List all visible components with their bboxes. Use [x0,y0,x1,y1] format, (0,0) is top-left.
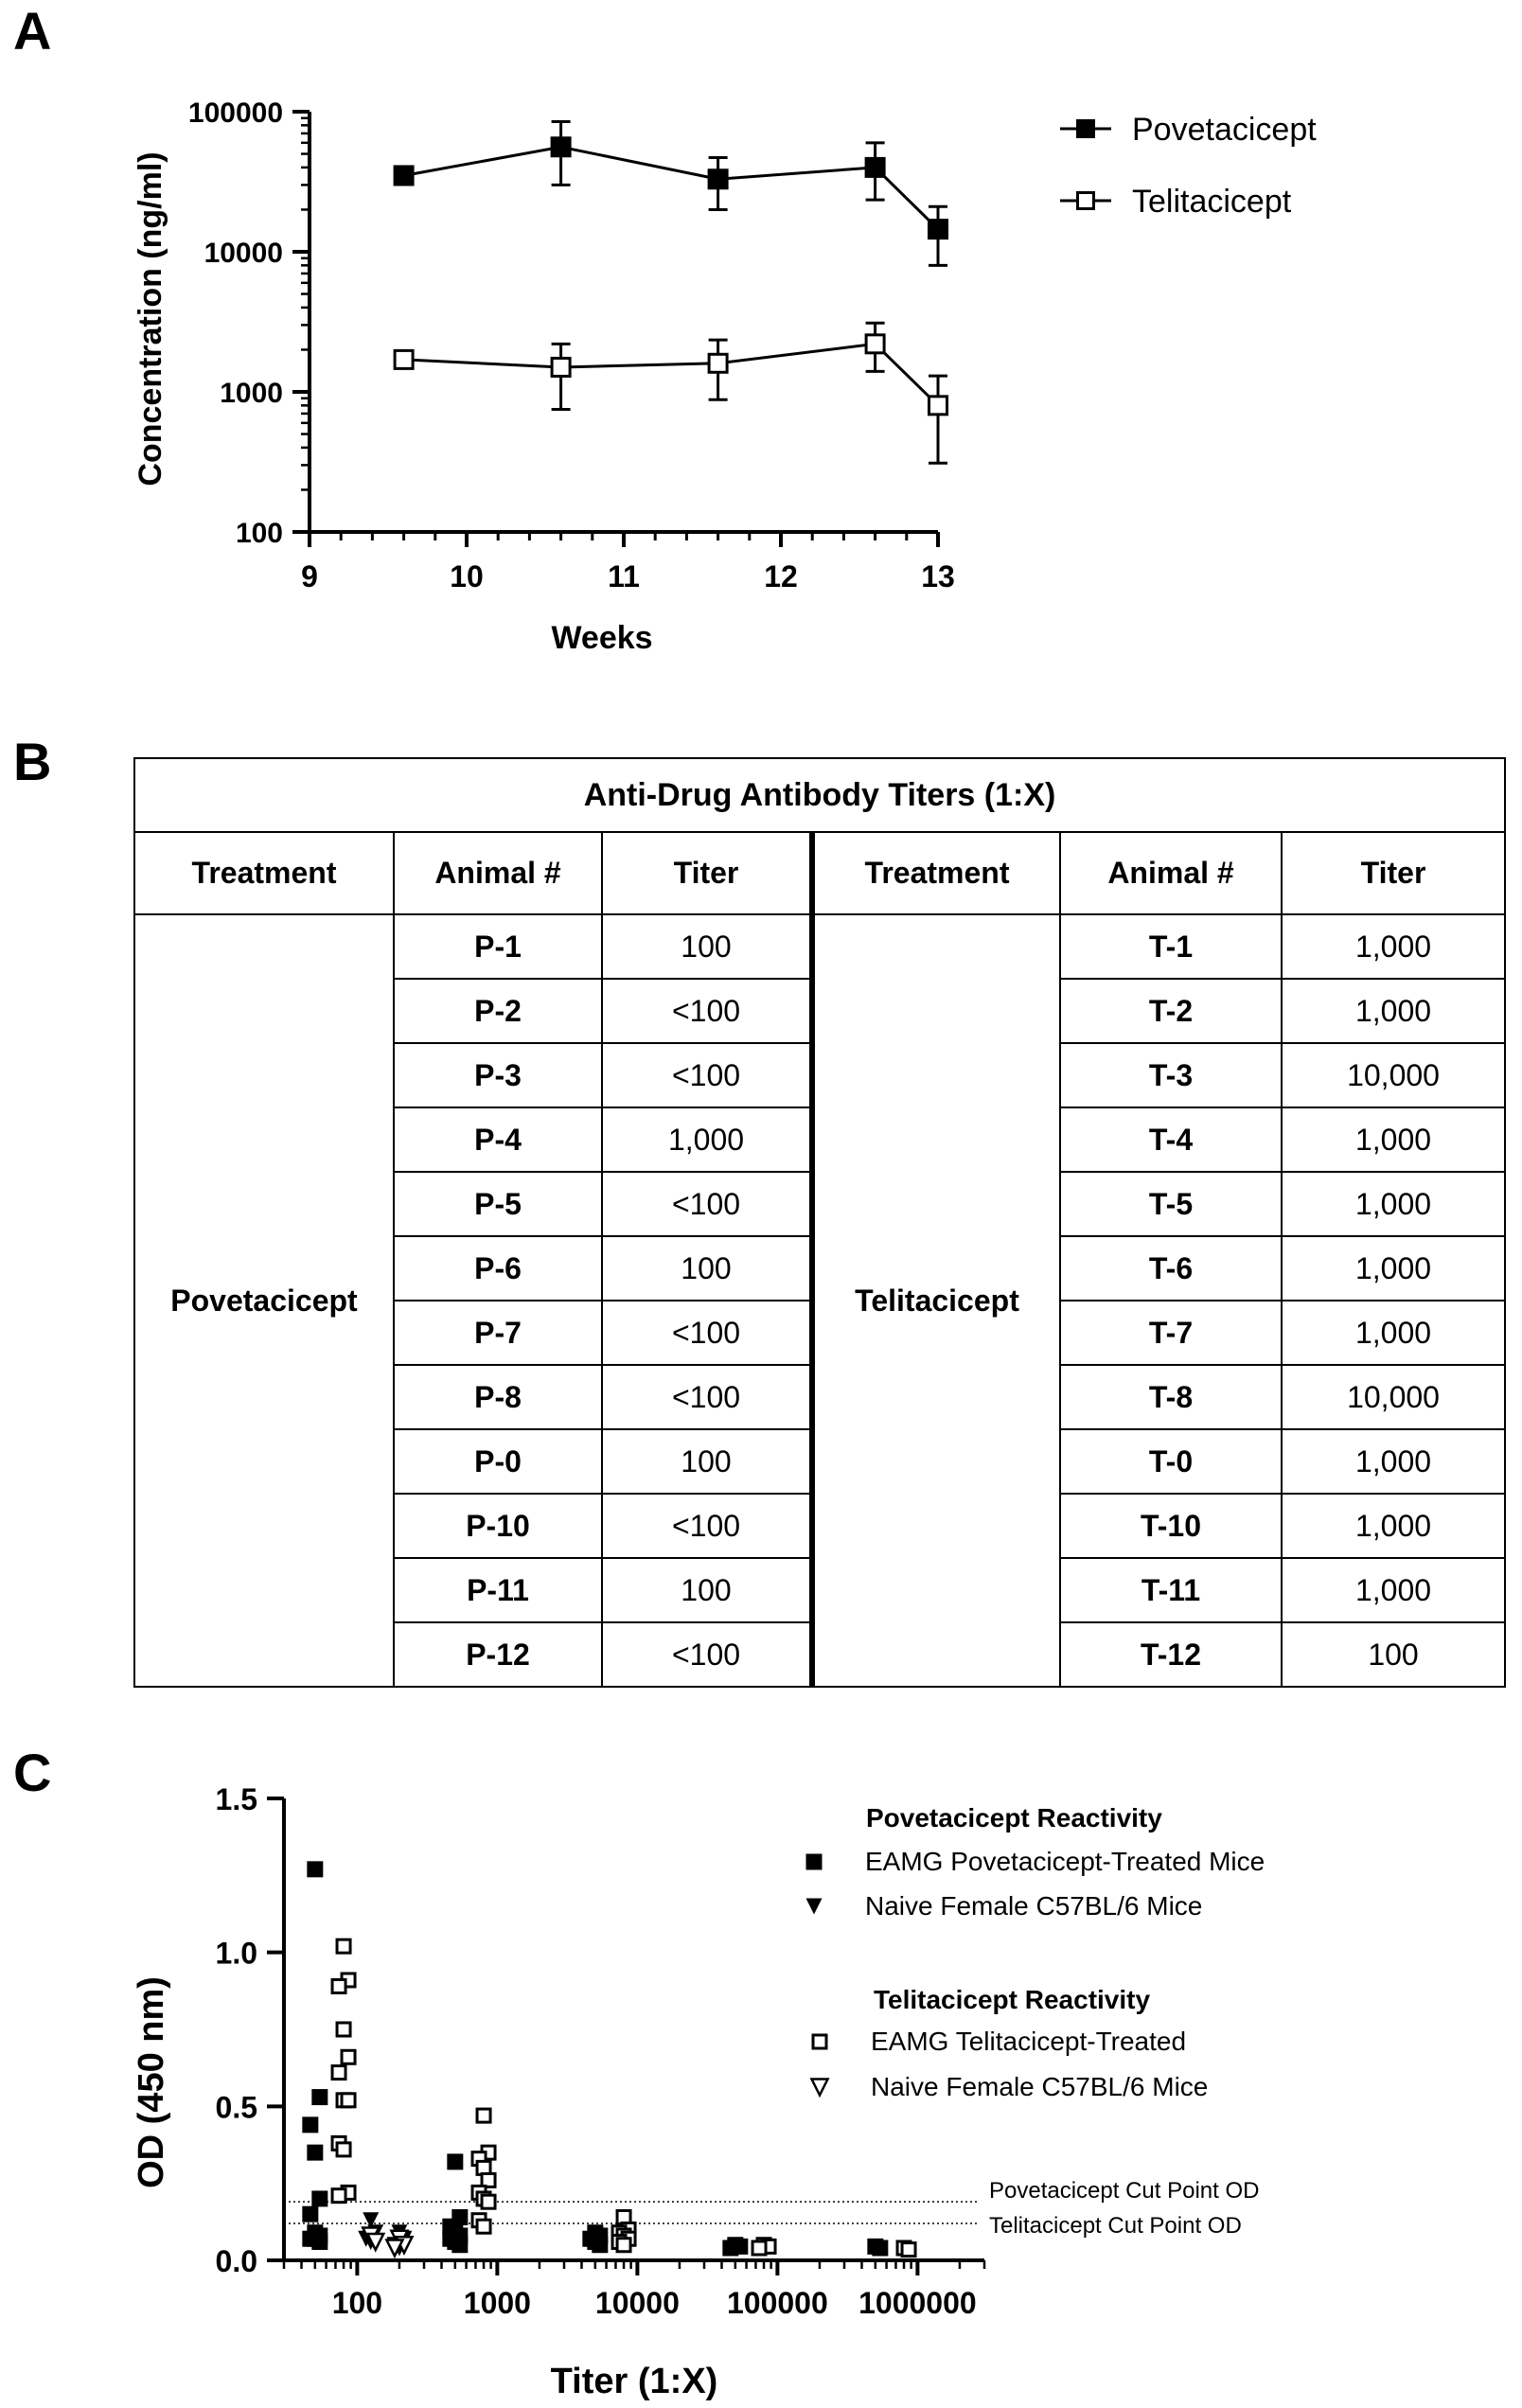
animal-cell: T-5 [1060,1172,1282,1236]
data-point [332,1979,345,1992]
animal-cell: P-2 [394,979,602,1043]
y-tick-label: 0.5 [215,2090,257,2125]
data-point [482,2195,495,2208]
data-point [477,2220,490,2233]
animal-cell: T-0 [1060,1429,1282,1494]
animal-cell: P-7 [394,1301,602,1365]
data-point [929,397,947,415]
panel-c-points [302,1861,915,2256]
titer-cell: 100 [602,1558,812,1622]
animal-cell: P-12 [394,1622,602,1687]
animal-cell: T-11 [1060,1558,1282,1622]
panel-a-line-chart [0,0,1522,682]
series-telitacicept [395,323,947,463]
y-tick-label: 1.5 [215,1782,257,1816]
titer-cell: 1,000 [1282,1558,1505,1622]
animal-cell: T-6 [1060,1236,1282,1301]
legend-marker [812,2080,828,2096]
x-tick-label: 1000 [463,2286,531,2320]
titer-cell: <100 [602,1365,812,1429]
data-point [332,2189,345,2203]
x-tick-label: 10000 [594,2286,680,2320]
titer-cell: 10,000 [1282,1043,1505,1107]
animal-cell: T-12 [1060,1622,1282,1687]
table-title: Anti-Drug Antibody Titers (1:X) [134,758,1505,832]
x-tick-label: 1000000 [858,2286,977,2320]
panel-letter-a: A [13,1,52,61]
legend-marker-povetacicept [1076,119,1095,138]
legend-marker [806,1854,823,1870]
legend-label-telitacicept: Telitacicept [1132,184,1292,220]
animal-cell: T-2 [1060,979,1282,1043]
data-point [302,2206,318,2222]
series-line [404,344,938,405]
animal-cell: P-10 [394,1494,602,1558]
animal-cell: P-1 [394,914,602,979]
animal-cell: T-7 [1060,1301,1282,1365]
series-filled-square [302,1861,888,2256]
titer-cell: 1,000 [1282,979,1505,1043]
legend-marker [806,1899,823,1915]
x-tick-label: 100 [331,2286,383,2320]
data-point [311,2089,327,2105]
y-tick-label: 1.0 [215,1936,257,1971]
data-point [709,354,727,372]
data-point [394,165,415,186]
panel-a-series [394,121,948,463]
cut-point-label: Telitacicept Cut Point OD [989,2212,1242,2239]
series-open-triangle-down [363,2227,412,2256]
legend-heading: Povetacicept Reactivity [866,1803,1162,1833]
data-point [337,2143,350,2156]
titer-cell: 1,000 [1282,1301,1505,1365]
column-header-treatment: Treatment [812,832,1060,914]
titer-cell: <100 [602,1172,812,1236]
titer-cell: 100 [1282,1622,1505,1687]
titer-cell: 1,000 [1282,1236,1505,1301]
data-point [447,2153,463,2169]
titer-cell: <100 [602,1494,812,1558]
titer-cell: 1,000 [1282,1107,1505,1172]
panel-c-y-axis-label: OD (450 nm) [132,1976,171,2188]
column-header-titer: Titer [602,832,812,914]
panel-letter-c: C [13,1743,52,1802]
animal-cell: P-3 [394,1043,602,1107]
legend-marker-telitacicept [1078,193,1094,209]
panel-letter-b: B [13,732,52,791]
panel-c-x-axis-label: Titer (1:X) [550,2362,718,2401]
animal-cell: P-11 [394,1558,602,1622]
series-line [404,147,938,229]
animal-cell: P-0 [394,1429,602,1494]
data-point [902,2243,915,2257]
x-tick-label: 100000 [726,2286,828,2320]
titer-cell: 100 [602,914,812,979]
animal-cell: P-5 [394,1172,602,1236]
titer-cell: 1,000 [1282,1172,1505,1236]
data-point [928,219,948,239]
treatment-cell-povetacicept: Povetacicept [134,914,394,1687]
titer-cell: <100 [602,979,812,1043]
data-point [302,2116,318,2133]
titer-cell: 100 [602,1429,812,1494]
x-tick-label: 9 [301,559,318,593]
animal-cell: T-3 [1060,1043,1282,1107]
y-tick-label: 0.0 [215,2244,257,2278]
treatment-cell-telitacicept: Telitacicept [812,914,1060,1687]
data-point [342,2094,355,2107]
titer-cell: 1,000 [1282,914,1505,979]
animal-cell: P-4 [394,1107,602,1172]
panel-c-cut-points [284,2178,1259,2239]
data-point [311,2234,327,2250]
series-open-square [332,1939,915,2256]
legend-label: Naive Female C57BL/6 Mice [871,2072,1209,2101]
data-point [477,2109,490,2122]
legend-label: EAMG Povetacicept-Treated Mice [865,1847,1265,1876]
anti-drug-antibody-titer-table [133,757,1506,1688]
x-tick-label: 11 [608,559,640,593]
panel-a-x-axis-label: Weeks [551,620,653,656]
legend-marker [813,2035,826,2048]
legend-label-povetacicept: Povetacicept [1132,112,1317,148]
data-point [552,358,570,376]
data-point [337,2023,350,2036]
panel-a-legend [1060,112,1317,220]
animal-cell: T-4 [1060,1107,1282,1172]
legend-label: EAMG Telitacicept-Treated [871,2027,1187,2056]
series-povetacicept [394,121,948,265]
data-point [395,350,413,368]
data-point [872,2240,888,2256]
data-point [866,335,884,353]
data-point [551,136,572,157]
panel-a-y-axis-label: Concentration (ng/ml) [133,151,168,487]
titer-cell: 100 [602,1236,812,1301]
column-header-animal: Animal # [394,832,602,914]
titer-cell: 1,000 [1282,1494,1505,1558]
animal-cell: T-10 [1060,1494,1282,1558]
data-point [342,2050,355,2063]
data-point [311,2190,327,2206]
panel-a-axes [188,97,955,593]
animal-cell: T-8 [1060,1365,1282,1429]
legend-heading: Telitacicept Reactivity [874,1985,1151,2014]
data-point [307,2145,323,2161]
titer-cell: <100 [602,1301,812,1365]
data-point [865,157,886,178]
x-tick-label: 10 [450,559,484,593]
x-tick-label: 12 [764,559,798,593]
data-point [332,2066,345,2080]
x-tick-label: 13 [921,559,955,593]
panel-c-legend [806,1803,1265,2101]
data-point [617,2239,630,2252]
y-tick-label: 100000 [187,97,283,129]
y-tick-label: 10000 [204,238,283,269]
titer-cell: <100 [602,1622,812,1687]
animal-cell: P-6 [394,1236,602,1301]
column-header-treatment: Treatment [134,832,394,914]
data-point [708,168,729,189]
data-point [307,1861,323,1877]
panel-c-scatter-chart [0,1723,1522,2408]
column-header-animal: Animal # [1060,832,1282,914]
animal-cell: T-1 [1060,914,1282,979]
cut-point-label: Povetacicept Cut Point OD [989,2178,1260,2204]
data-point [592,2237,608,2253]
titer-cell: 10,000 [1282,1365,1505,1429]
data-point [722,2240,738,2256]
table-row [134,914,1505,979]
y-tick-label: 100 [235,518,283,549]
titer-cell: 1,000 [602,1107,812,1172]
titer-cell: 1,000 [1282,1429,1505,1494]
titer-cell: <100 [602,1043,812,1107]
y-tick-label: 1000 [220,378,283,409]
column-header-titer: Titer [1282,832,1505,914]
legend-label: Naive Female C57BL/6 Mice [865,1891,1203,1921]
data-point [752,2241,766,2255]
data-point [451,2237,468,2253]
animal-cell: P-8 [394,1365,602,1429]
data-point [337,1939,350,1953]
